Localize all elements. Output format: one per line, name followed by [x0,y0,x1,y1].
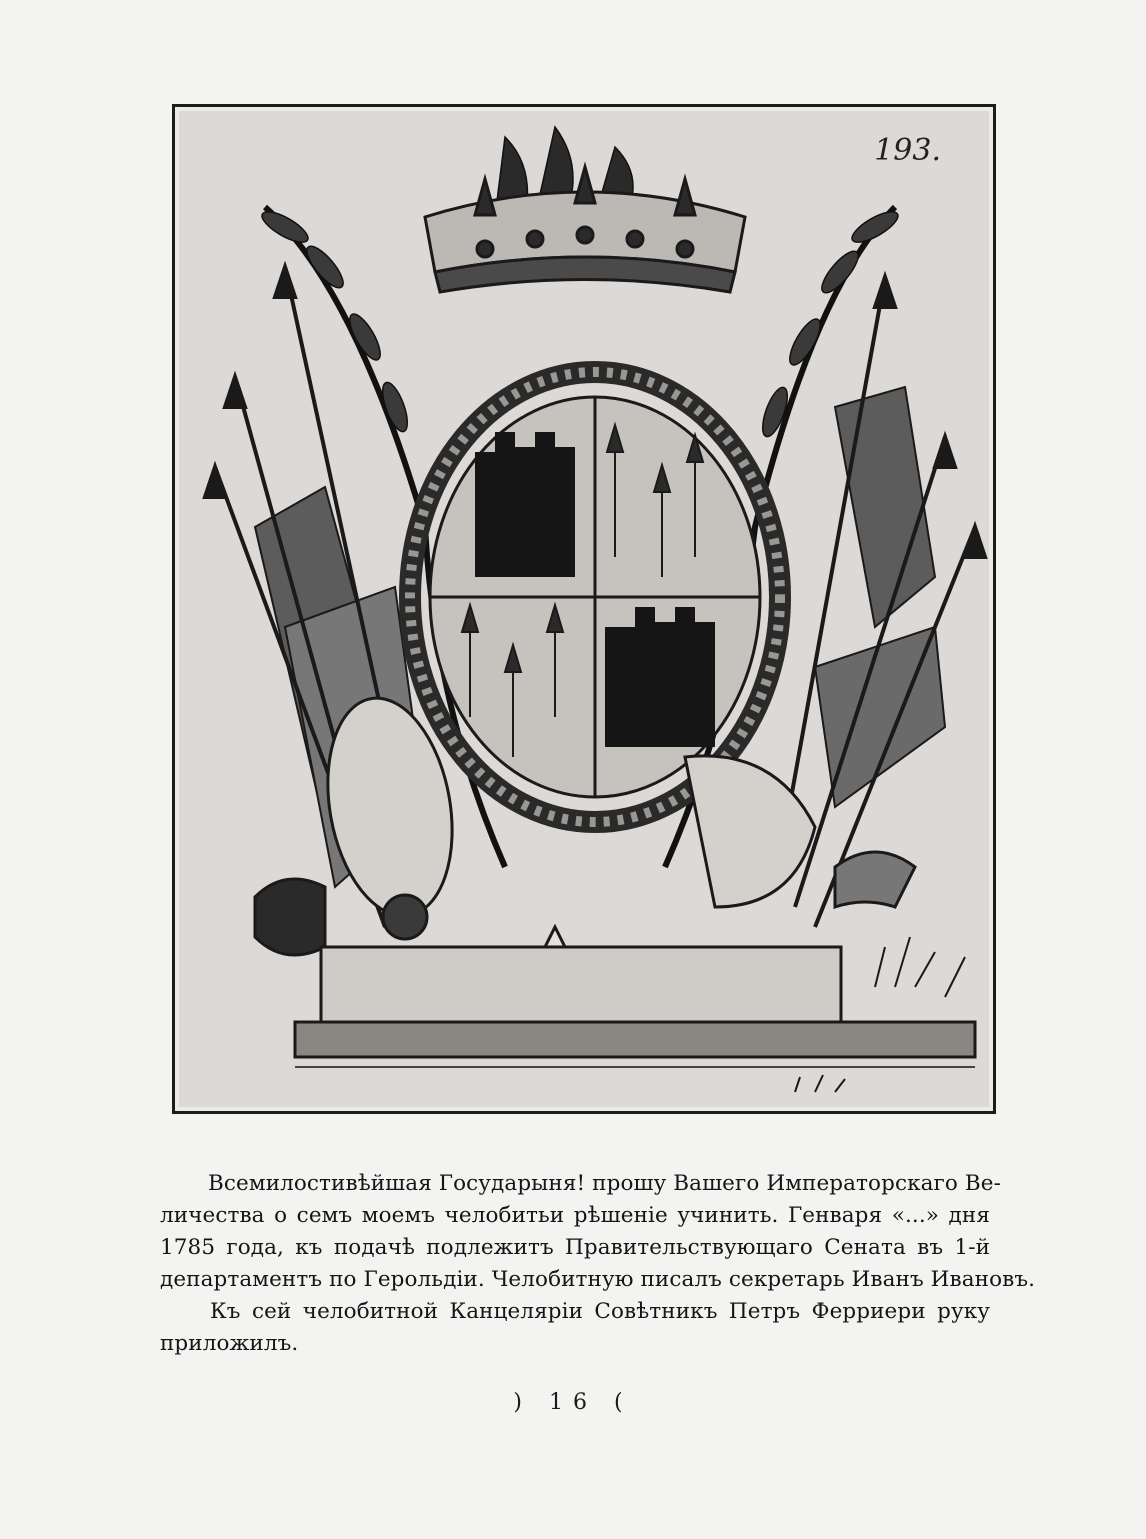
folio-number: 193. [874,133,941,168]
text-line: Къ сей челобитной Канцеляріи Совѣтникъ Петръ Ферриери руку [210,1299,990,1324]
coat-of-arms-plate [172,104,996,1114]
text-line: Всемилостивѣйшая Государыня! прошу Вашего Императорскаго Ве- [208,1171,1001,1196]
text-line: департаментъ по Герольдіи. Челобитную писалъ секретарь Иванъ Ивановъ. [160,1267,1036,1292]
page-number: ) 16 ( [513,1390,633,1415]
coat-of-arms-illustration [175,107,993,1111]
pedestal [295,947,975,1067]
quartered-shield [430,397,760,797]
text-line: 1785 года, къ подачѣ подлежитъ Правительствующаго Сената въ 1-й [160,1235,990,1260]
text-line: приложилъ. [160,1331,299,1356]
body-text [160,1168,1036,1360]
text-line: личества о семъ моемъ челобитьи рѣшеніе учинить. Генваря «...» дня [160,1203,990,1228]
crown [425,167,745,292]
